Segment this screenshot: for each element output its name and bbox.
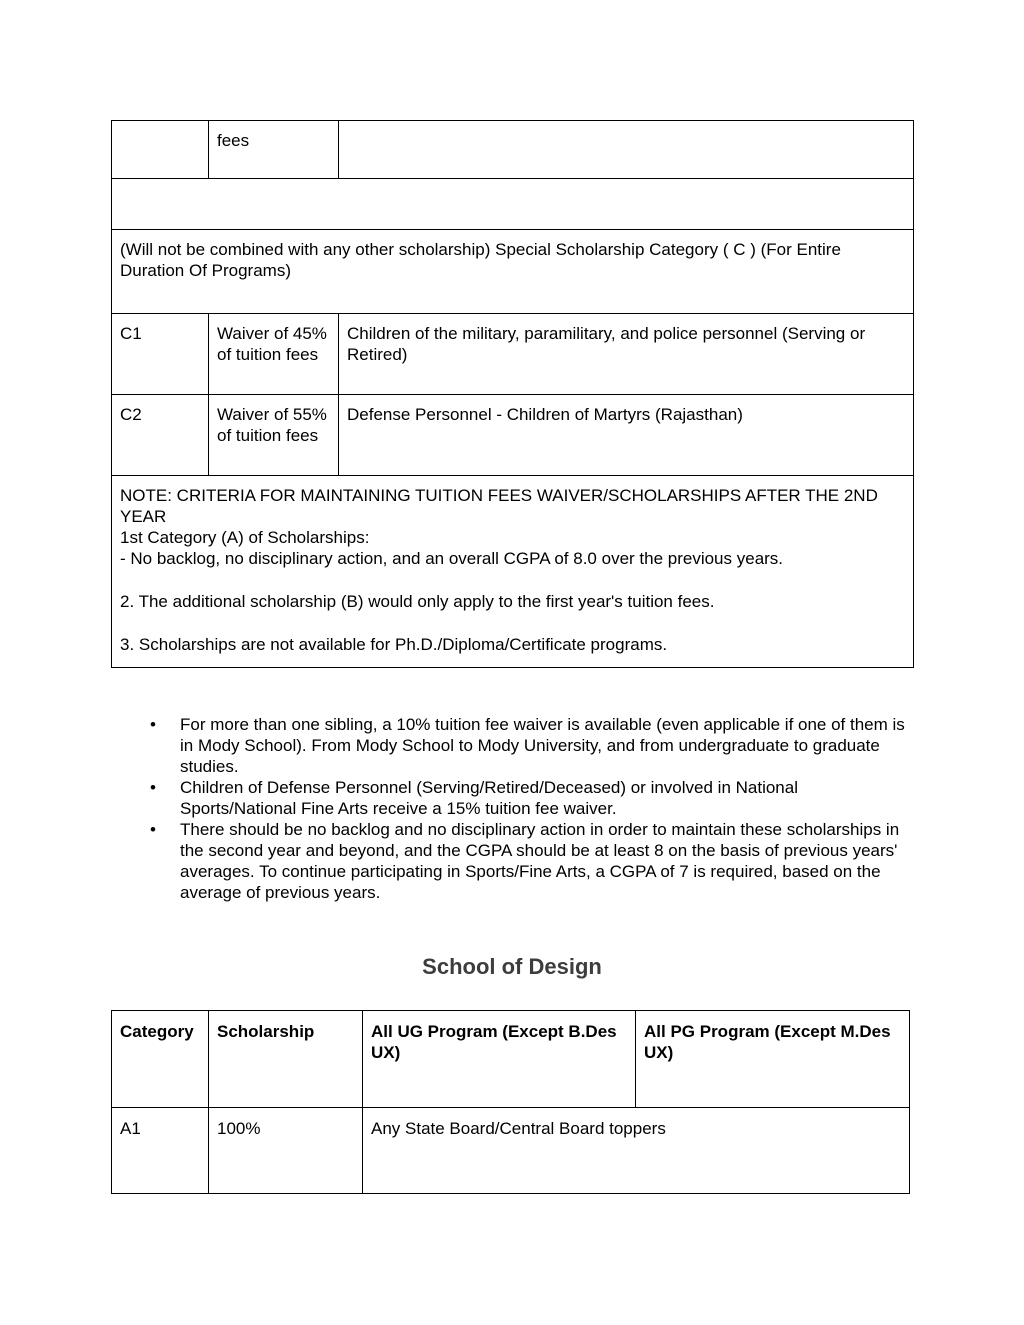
table-row-empty — [112, 179, 914, 230]
category-code: C1 — [112, 314, 209, 395]
category-code: A1 — [112, 1108, 209, 1194]
eligibility-criteria: Any State Board/Central Board toppers — [363, 1108, 910, 1194]
category-code: C2 — [112, 395, 209, 476]
eligibility-criteria: Children of the military, paramilitary, and police personnel (Serving or Retired) — [339, 314, 914, 395]
bullet-list — [150, 714, 910, 903]
waiver-amount: Waiver of 55% of tuition fees — [209, 395, 339, 476]
special-category-heading: (Will not be combined with any other scholarship) Special Scholarship Category ( C ) (For Entire Duration Of Programs) — [112, 230, 914, 314]
bullet-icon: • — [150, 715, 156, 734]
bullet-icon: • — [150, 820, 156, 839]
scholarship-percent: 100% — [209, 1108, 363, 1194]
section-heading: School of Design — [422, 954, 602, 979]
note-line: - No backlog, no disciplinary action, and an overall CGPA of 8.0 over the previous years. — [120, 549, 784, 568]
waiver-amount: Waiver of 45% of tuition fees — [209, 314, 339, 395]
table-row — [112, 395, 914, 476]
note-title: NOTE: CRITERIA FOR MAINTAINING TUITION FEES WAIVER/SCHOLARSHIPS AFTER THE 2ND YEAR — [120, 486, 878, 526]
note-line: 1st Category (A) of Scholarships: — [120, 528, 370, 547]
note-cell — [112, 476, 914, 668]
list-item-text: For more than one sibling, a 10% tuition fee waiver is available (even applicable if one of them is in Mody School). From Mody School to Mody University, and from undergraduate to graduate studies. — [180, 715, 905, 776]
table-cell — [339, 121, 914, 179]
note-line: 2. The additional scholarship (B) would only apply to the first year's tuition fees. — [120, 592, 715, 611]
table-row — [112, 121, 914, 179]
table-row — [112, 314, 914, 395]
column-header: All PG Program (Except M.Des UX) — [636, 1011, 910, 1108]
table-cell — [112, 121, 209, 179]
note-line: 3. Scholarships are not available for Ph.D./Diploma/Certificate programs. — [120, 635, 668, 654]
table-cell — [112, 179, 914, 230]
list-item — [150, 714, 910, 777]
list-item — [150, 777, 910, 819]
column-header: All UG Program (Except B.Des UX) — [363, 1011, 636, 1108]
bullet-icon: • — [150, 778, 156, 797]
scholarship-table-c — [111, 120, 914, 668]
column-header: Scholarship — [209, 1011, 363, 1108]
list-item-text: Children of Defense Personnel (Serving/Retired/Deceased) or involved in National Sports/National Fine Arts receive a 15% tuition fee waiver. — [180, 778, 798, 818]
table-row — [112, 230, 914, 314]
table-row — [112, 476, 914, 668]
table-cell: fees — [209, 121, 339, 179]
column-header: Category — [112, 1011, 209, 1108]
table-row — [112, 1108, 910, 1194]
eligibility-criteria: Defense Personnel - Children of Martyrs (Rajasthan) — [339, 395, 914, 476]
school-of-design-table — [111, 1010, 910, 1194]
list-item-text: There should be no backlog and no disciplinary action in order to maintain these scholarships in the second year and beyond, and the CGPA should be at least 8 on the basis of previous years' averages. To continue participating in Sports/Fine Arts, a CGPA of 7 is required, based on the average of previous years. — [180, 820, 900, 902]
list-item — [150, 819, 910, 903]
table-header-row — [112, 1011, 910, 1108]
